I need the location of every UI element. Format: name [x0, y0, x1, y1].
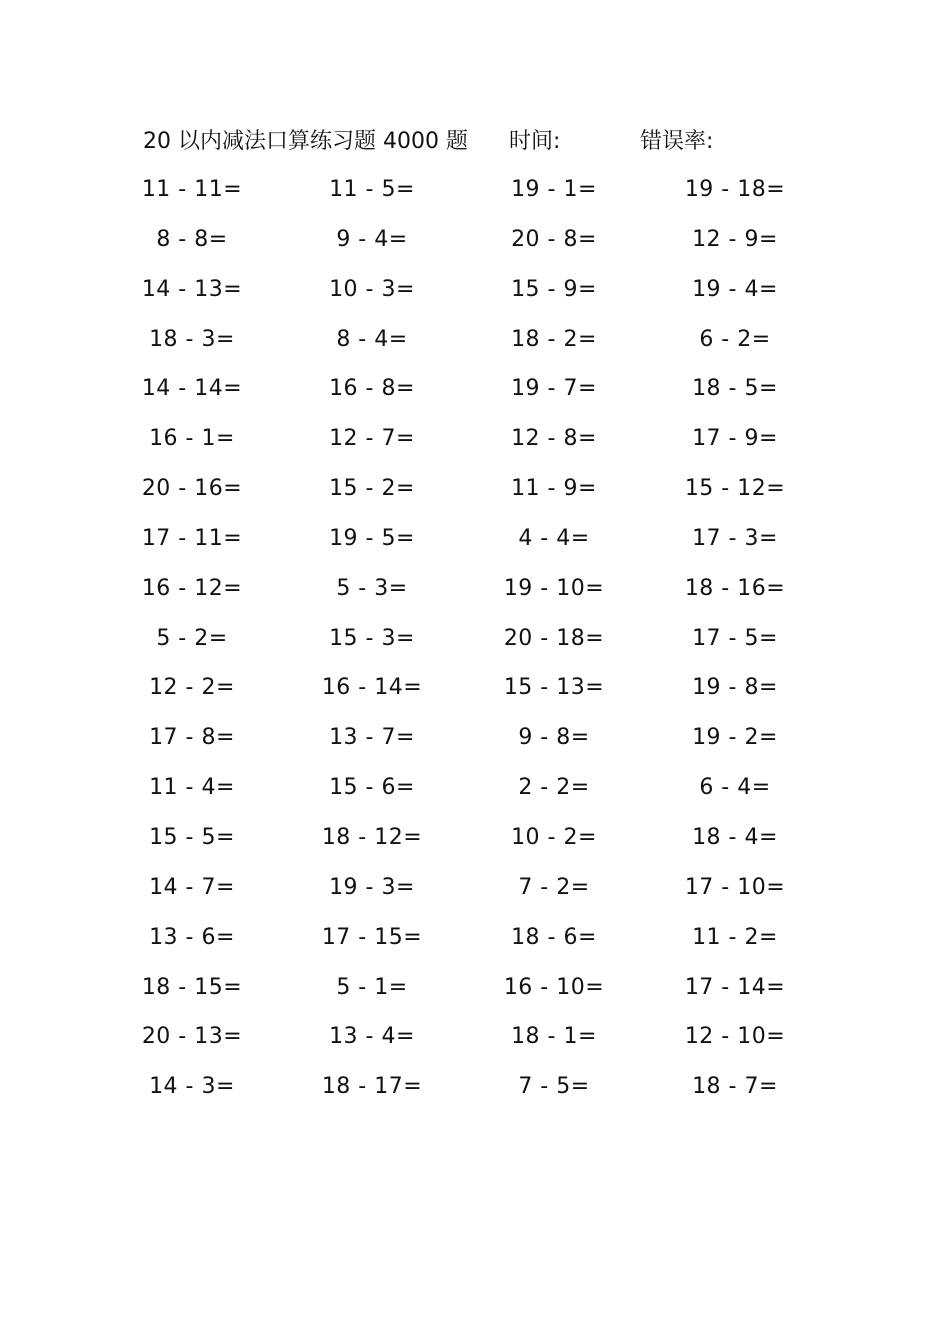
subtraction-problem: 18 - 15= — [141, 974, 243, 1000]
subtraction-problem: 4 - 4= — [518, 525, 590, 551]
subtraction-problem: 11 - 2= — [692, 924, 778, 950]
subtraction-problem: 19 - 1= — [511, 177, 597, 202]
subtraction-problem: 16 - 8= — [329, 376, 415, 402]
subtraction-problem: 20 - 18= — [503, 625, 605, 651]
worksheet-title: 20 以内减法口算练习题 4000 题 — [143, 129, 468, 154]
subtraction-problem: 12 - 9= — [692, 226, 778, 252]
subtraction-problem: 15 - 13= — [503, 675, 605, 701]
subtraction-problem: 16 - 1= — [149, 426, 235, 452]
subtraction-problem: 14 - 3= — [149, 1074, 235, 1100]
problem-row — [136, 1015, 816, 1065]
subtraction-problem: 5 - 3= — [336, 575, 408, 601]
subtraction-problem: 8 - 8= — [156, 226, 228, 252]
subtraction-problem: 17 - 14= — [684, 974, 786, 1000]
subtraction-problem: 20 - 8= — [511, 226, 597, 252]
problem-row — [136, 966, 816, 1016]
time-label: 时间: — [509, 129, 561, 154]
subtraction-problem: 15 - 6= — [329, 775, 415, 801]
problem-row — [136, 716, 816, 766]
subtraction-problem: 13 - 7= — [329, 725, 415, 751]
subtraction-problem: 19 - 5= — [329, 525, 415, 551]
subtraction-problem: 6 - 4= — [699, 775, 771, 801]
subtraction-problem: 19 - 7= — [511, 376, 597, 402]
problem-row — [136, 318, 816, 368]
problem-row — [136, 617, 816, 667]
subtraction-problem: 9 - 4= — [336, 226, 408, 252]
subtraction-problem: 16 - 14= — [321, 675, 423, 701]
subtraction-problem: 18 - 16= — [684, 575, 786, 601]
subtraction-problem: 18 - 2= — [511, 326, 597, 352]
subtraction-problem: 19 - 2= — [692, 725, 778, 751]
subtraction-problem: 8 - 4= — [336, 326, 408, 352]
subtraction-problem: 10 - 2= — [511, 824, 597, 850]
subtraction-problem: 20 - 13= — [141, 1024, 243, 1050]
problem-row — [136, 417, 816, 467]
problem-row — [136, 766, 816, 816]
problem-row — [136, 218, 816, 268]
subtraction-problem: 10 - 3= — [329, 276, 415, 302]
subtraction-problem: 7 - 5= — [518, 1074, 590, 1100]
problem-grid — [136, 168, 816, 1115]
subtraction-problem: 13 - 6= — [149, 924, 235, 950]
subtraction-problem: 16 - 12= — [141, 575, 243, 601]
problem-row — [136, 666, 816, 716]
subtraction-problem: 19 - 10= — [503, 575, 605, 601]
subtraction-problem: 18 - 1= — [511, 1024, 597, 1050]
subtraction-problem: 5 - 2= — [156, 625, 228, 651]
subtraction-problem: 13 - 4= — [329, 1024, 415, 1050]
subtraction-problem: 6 - 2= — [699, 326, 771, 352]
subtraction-problem: 15 - 9= — [511, 276, 597, 302]
subtraction-problem: 17 - 5= — [692, 625, 778, 651]
subtraction-problem: 14 - 13= — [141, 276, 243, 302]
subtraction-problem: 17 - 9= — [692, 426, 778, 452]
problem-row — [136, 517, 816, 567]
subtraction-problem: 19 - 18= — [684, 177, 786, 202]
problem-row — [136, 268, 816, 318]
subtraction-problem: 19 - 4= — [692, 276, 778, 302]
problem-row — [136, 1065, 816, 1115]
subtraction-problem: 15 - 2= — [329, 476, 415, 502]
problem-row — [136, 866, 816, 916]
subtraction-problem: 11 - 5= — [329, 177, 415, 202]
subtraction-problem: 19 - 8= — [692, 675, 778, 701]
subtraction-problem: 15 - 5= — [149, 824, 235, 850]
worksheet-header — [143, 124, 843, 160]
subtraction-problem: 12 - 2= — [149, 675, 235, 701]
subtraction-problem: 15 - 3= — [329, 625, 415, 651]
subtraction-problem: 15 - 12= — [684, 476, 786, 502]
subtraction-problem: 12 - 10= — [684, 1024, 786, 1050]
subtraction-problem: 17 - 15= — [321, 924, 423, 950]
subtraction-problem: 20 - 16= — [141, 476, 243, 502]
subtraction-problem: 7 - 2= — [518, 874, 590, 900]
problem-row — [136, 916, 816, 966]
subtraction-problem: 12 - 8= — [511, 426, 597, 452]
subtraction-problem: 18 - 7= — [692, 1074, 778, 1100]
subtraction-problem: 11 - 11= — [141, 177, 243, 202]
subtraction-problem: 9 - 8= — [518, 725, 590, 751]
subtraction-problem: 19 - 3= — [329, 874, 415, 900]
subtraction-problem: 16 - 10= — [503, 974, 605, 1000]
subtraction-problem: 18 - 12= — [321, 824, 423, 850]
problem-row — [136, 467, 816, 517]
error-rate-label: 错误率: — [640, 129, 714, 154]
subtraction-problem: 12 - 7= — [329, 426, 415, 452]
subtraction-problem: 17 - 3= — [692, 525, 778, 551]
subtraction-problem: 11 - 9= — [511, 476, 597, 502]
problem-row — [136, 816, 816, 866]
problem-row — [136, 367, 816, 417]
problem-row — [136, 168, 816, 218]
subtraction-problem: 2 - 2= — [518, 775, 590, 801]
subtraction-problem: 18 - 5= — [692, 376, 778, 402]
subtraction-problem: 17 - 11= — [141, 525, 243, 551]
subtraction-problem: 18 - 4= — [692, 824, 778, 850]
subtraction-problem: 18 - 3= — [149, 326, 235, 352]
subtraction-problem: 18 - 17= — [321, 1074, 423, 1100]
subtraction-problem: 5 - 1= — [336, 974, 408, 1000]
subtraction-problem: 17 - 8= — [149, 725, 235, 751]
subtraction-problem: 14 - 14= — [141, 376, 243, 402]
subtraction-problem: 17 - 10= — [684, 874, 786, 900]
subtraction-problem: 14 - 7= — [149, 874, 235, 900]
subtraction-problem: 11 - 4= — [149, 775, 235, 801]
subtraction-problem: 18 - 6= — [511, 924, 597, 950]
problem-row — [136, 567, 816, 617]
